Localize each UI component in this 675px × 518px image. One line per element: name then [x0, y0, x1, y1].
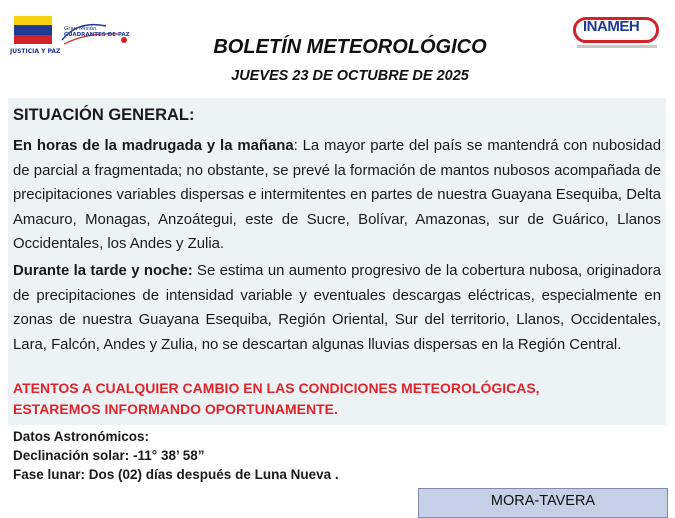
- bulletin-date: JUEVES 23 DE OCTUBRE DE 2025: [231, 68, 469, 84]
- alert-line1: ATENTOS A CUALQUIER CAMBIO EN LAS CONDICIONES METEOROLÓGICAS,: [13, 380, 540, 396]
- flag-caption: JUSTICIA Y PAZ: [10, 48, 61, 55]
- moon-phase: Fase lunar: Dos (02) días después de Luna Nueva .: [13, 467, 339, 482]
- inameh-wordmark: INAMEH: [583, 18, 640, 35]
- astronomical-data: [13, 427, 339, 484]
- morning-forecast: [13, 134, 661, 257]
- morning-text: : La mayor parte del país se mantendrá con nubosidad de parcial a fragmentada; no obstante, se prevé la formación de mantos nubosos acompañada de precipitaciones variables dispersas e intermitentes en partes de nuestra Guayana Esequiba, Delta Amacuro, Monagas, Anzoátegui, este de Sucre, Bolívar, Amazonas, sur de Guárico, Llanos Occidentales, los Andes y Zulia.: [13, 138, 661, 252]
- evening-label: Durante la tarde y noche:: [13, 263, 193, 279]
- astronomy-heading: Datos Astronómicos:: [13, 429, 150, 444]
- mission-line2: CUADRANTES DE PAZ: [64, 32, 130, 38]
- bulletin-title: BOLETÍN METEOROLÓGICO: [213, 36, 487, 58]
- general-situation-heading: SITUACIÓN GENERAL:: [13, 106, 195, 124]
- evening-forecast: [13, 259, 661, 357]
- evening-text: Se estima un aumento progresivo de la cobertura nubosa, originadora de precipitaciones de intensidad variable y eventuales descargas eléctricas, especialmente en zonas de nuestra Guayana Esequiba, Región Oriental, Sur del territorio, Llanos, Occidentales, Lara, Falcón, Andes y Zulia, no se descartan algunas lluvias dispersas en la Región Central.: [13, 263, 661, 353]
- alert-notice: [13, 378, 540, 420]
- solar-declination: Declinación solar: -11° 38’ 58”: [13, 448, 205, 463]
- mission-line1: Gran Misión: [64, 26, 97, 32]
- signature-box: MORA-TAVERA: [418, 488, 668, 518]
- alert-line2: ESTAREMOS INFORMANDO OPORTUNAMENTE.: [13, 401, 338, 417]
- morning-label: En horas de la madrugada y la mañana: [13, 138, 294, 154]
